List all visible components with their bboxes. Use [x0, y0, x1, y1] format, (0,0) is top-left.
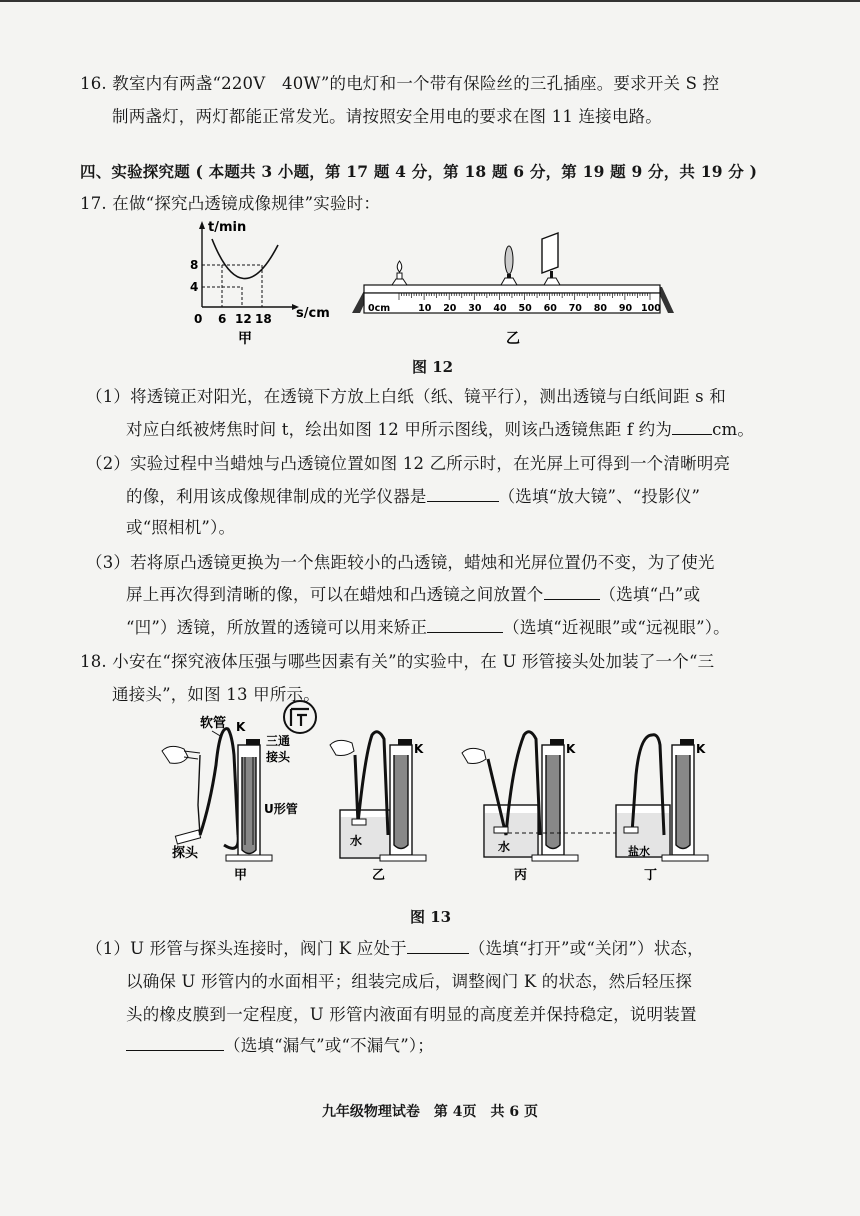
- leak-state-blank[interactable]: [126, 1034, 224, 1051]
- saltwater-ding: 盐水: [628, 845, 650, 858]
- fig13-caption: 图 13: [410, 908, 452, 926]
- convex-lens: [501, 246, 517, 285]
- graph-xtick-6: 6: [218, 312, 227, 326]
- eye-correction-blank[interactable]: [427, 616, 503, 633]
- stamp-icon: [284, 701, 316, 733]
- apparatus-jia: [162, 720, 272, 861]
- water-bing: 水: [498, 840, 511, 854]
- graph-ylabel: t/min: [208, 220, 247, 235]
- lens-type-blank[interactable]: [544, 583, 600, 600]
- ann-uxingguan: U形管: [264, 802, 298, 816]
- q17-p1-line1: （1）将透镜正对阳光，在透镜下方放上白纸（纸、镜平行），测出透镜与白纸间距 s 和: [86, 387, 726, 406]
- q17-p3-line1: （3）若将原凸透镜更换为一个焦距较小的凸透镜，蜡烛和光屏位置仍不变，为了使光: [86, 553, 715, 572]
- q18-line1: 18. 小安在“探究液体压强与哪些因素有关”的实验中，在 U 形管接头处加装了一个“三: [80, 652, 715, 671]
- q16-line1: 16. 教室内有两盏“220V 40W”的电灯和一个带有保险丝的三孔插座。要求开关 S 控: [80, 74, 720, 93]
- optical-instrument-blank[interactable]: [427, 485, 499, 502]
- ann-k-ding: K: [696, 742, 706, 756]
- q17-intro: 17. 在做“探究凸透镜成像规律”实验时：: [80, 194, 381, 213]
- q16-line2: 制两盏灯，两灯都能正常发光。请按照安全用电的要求在图 11 连接电路。: [112, 107, 662, 126]
- focal-time-graph: [190, 220, 330, 326]
- fig12-caption: 图 12: [412, 358, 454, 376]
- q18-p1-line2: 以确保 U 形管内的水面相平；组装完成后，调整阀门 K 的状态，然后轻压探: [126, 972, 693, 991]
- apparatus-yi: [330, 732, 426, 861]
- bench-tick-label: 30: [468, 303, 482, 314]
- q18-p1-line3: 头的橡皮膜到一定程度，U 形管内液面有明显的高度差并保持稳定，说明装置: [126, 1005, 697, 1024]
- water-yi: 水: [350, 834, 363, 848]
- ann-tantou: 探头: [172, 846, 199, 861]
- q17-p2-line2: 的像，利用该成像规律制成的光学仪器是 （选填“放大镜”、“投影仪”: [126, 487, 701, 506]
- ann-santong-1: 三通: [266, 734, 291, 748]
- page-footer: 九年级物理试卷 第 4页 共 6 页: [321, 1104, 539, 1120]
- fig13-label-bing: 丙: [514, 868, 528, 883]
- bench-tick-label: 70: [568, 303, 582, 314]
- q18-p1-line4: （选填“漏气”或“不漏气”）；: [126, 1034, 434, 1058]
- q17-p3-line2: 屏上再次得到清晰的像，可以在蜡烛和凸透镜之间放置个 （选填“凸”或: [126, 585, 701, 604]
- valve-state-blank[interactable]: [407, 937, 469, 954]
- top-border: [0, 0, 860, 2]
- bench-tick-label: 90: [618, 303, 633, 314]
- figure-13: [140, 695, 730, 885]
- q17-p1-line2: 对应白纸被烤焦时间 t，绘出如图 12 甲所示图线，则该凸透镜焦距 f 约为 cm。: [126, 420, 755, 439]
- q18-line2: 通接头”，如图 13 甲所示。: [112, 685, 320, 704]
- q17-p2-line1: （2）实验过程中当蜡烛与凸透镜位置如图 12 乙所示时，在光屏上可得到一个清晰明亮: [86, 454, 731, 473]
- bench-tick-label: 100: [641, 303, 661, 314]
- bench-unit: 0cm: [368, 303, 391, 314]
- fig12-label-jia: 甲: [238, 331, 252, 347]
- graph-xtick-0: 0: [194, 312, 203, 326]
- fig13-label-yi: 乙: [372, 868, 386, 883]
- fig13-label-jia: 甲: [234, 868, 248, 883]
- ann-k-bing: K: [566, 742, 576, 756]
- q17-p2-line3: 或“照相机”）。: [126, 518, 236, 537]
- graph-xtick-18: 18: [255, 312, 272, 326]
- bench-tick-label: 80: [593, 303, 608, 314]
- focal-length-blank[interactable]: [672, 418, 712, 435]
- ann-k-jia: K: [236, 720, 246, 734]
- ann-santong-2: 接头: [266, 750, 291, 764]
- section4-heading: 四、实验探究题 ( 本题共 3 小题，第 17 题 4 分，第 18 题 6 分，第 19 题 9 分，共 19 分 ): [80, 162, 758, 181]
- graph-xtick-12: 12: [235, 312, 252, 326]
- figure-12: [180, 215, 700, 355]
- optical-bench: [352, 233, 674, 314]
- graph-xlabel: s/cm: [296, 306, 330, 321]
- q17-p3-line3: “凹”）透镜，所放置的透镜可以用来矫正 （选填“近视眼”或“远视眼”）。: [126, 618, 730, 637]
- q18-p1-line1: （1）U 形管与探头连接时，阀门 K 应处于 （选填“打开”或“关闭”）状态，: [86, 939, 704, 958]
- bench-tick-label: 60: [543, 303, 557, 314]
- bench-tick-label: 50: [518, 303, 532, 314]
- candle: [392, 261, 407, 285]
- ann-ruanguan: 软管: [200, 716, 227, 731]
- apparatus-ding: [616, 735, 708, 861]
- fig12-label-yi: 乙: [506, 331, 520, 347]
- light-screen: [542, 233, 560, 285]
- graph-ytick-8: 8: [190, 258, 199, 272]
- bench-tick-label: 20: [443, 303, 457, 314]
- fig13-label-ding: 丁: [644, 868, 658, 883]
- bench-tick-label: 40: [493, 303, 507, 314]
- graph-ytick-4: 4: [190, 280, 199, 294]
- apparatus-bing: [462, 732, 578, 861]
- bench-tick-label: 10: [418, 303, 432, 314]
- ann-k-yi: K: [414, 742, 424, 756]
